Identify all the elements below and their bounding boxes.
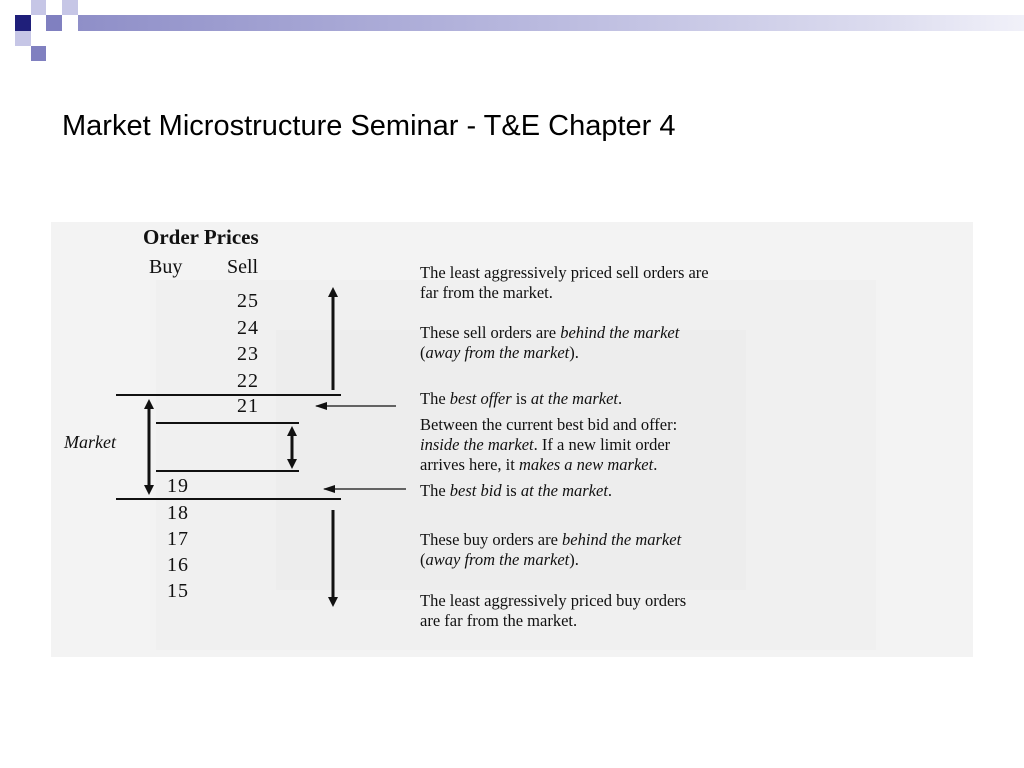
order-prices-header: Order Prices [143, 225, 259, 249]
sell-price-22: 22 [237, 370, 259, 392]
decor-square-mid-2 [31, 46, 46, 61]
annotation-behind-buy: These buy orders are behind the market (away from the market). [420, 530, 682, 569]
annotation-least-buy: The least aggressively priced buy orders are far from the market. [420, 591, 687, 630]
annotation-best-offer: The best offer is at the market. [420, 389, 623, 408]
annotation-inside-market: Between the current best bid and offer: inside the market. If a new limit order arrives here, it makes a new market. [420, 415, 678, 474]
sell-price-21: 21 [237, 395, 259, 417]
sell-price-25: 25 [237, 290, 259, 312]
buy-price-16: 16 [167, 554, 189, 576]
sell-column-header: Sell [227, 256, 259, 278]
slide-title: Market Microstructure Seminar - T&E Chapter 4 [62, 110, 676, 142]
decor-square-mid-1 [46, 15, 62, 31]
market-label: Market [64, 432, 116, 452]
annotation-best-bid: The best bid is at the market. [420, 481, 613, 500]
decor-square-light-1 [31, 0, 46, 15]
sell-price-24: 24 [237, 317, 259, 339]
annotation-behind-sell: These sell orders are behind the market (away from the market). [420, 323, 680, 362]
buy-price-15: 15 [167, 580, 189, 602]
buy-price-17: 17 [167, 528, 189, 550]
buy-price-18: 18 [167, 502, 189, 524]
diagram-panel [51, 222, 973, 657]
sell-price-23: 23 [237, 343, 259, 365]
buy-price-19: 19 [167, 475, 189, 497]
decor-square-dark-1 [15, 15, 31, 31]
decor-square-light-3 [15, 31, 31, 46]
annotation-least-sell: The least aggressively priced sell orders are far from the market. [420, 263, 709, 302]
decor-header-bar [78, 15, 1024, 31]
decor-square-light-2 [62, 0, 78, 15]
buy-column-header: Buy [149, 256, 183, 278]
